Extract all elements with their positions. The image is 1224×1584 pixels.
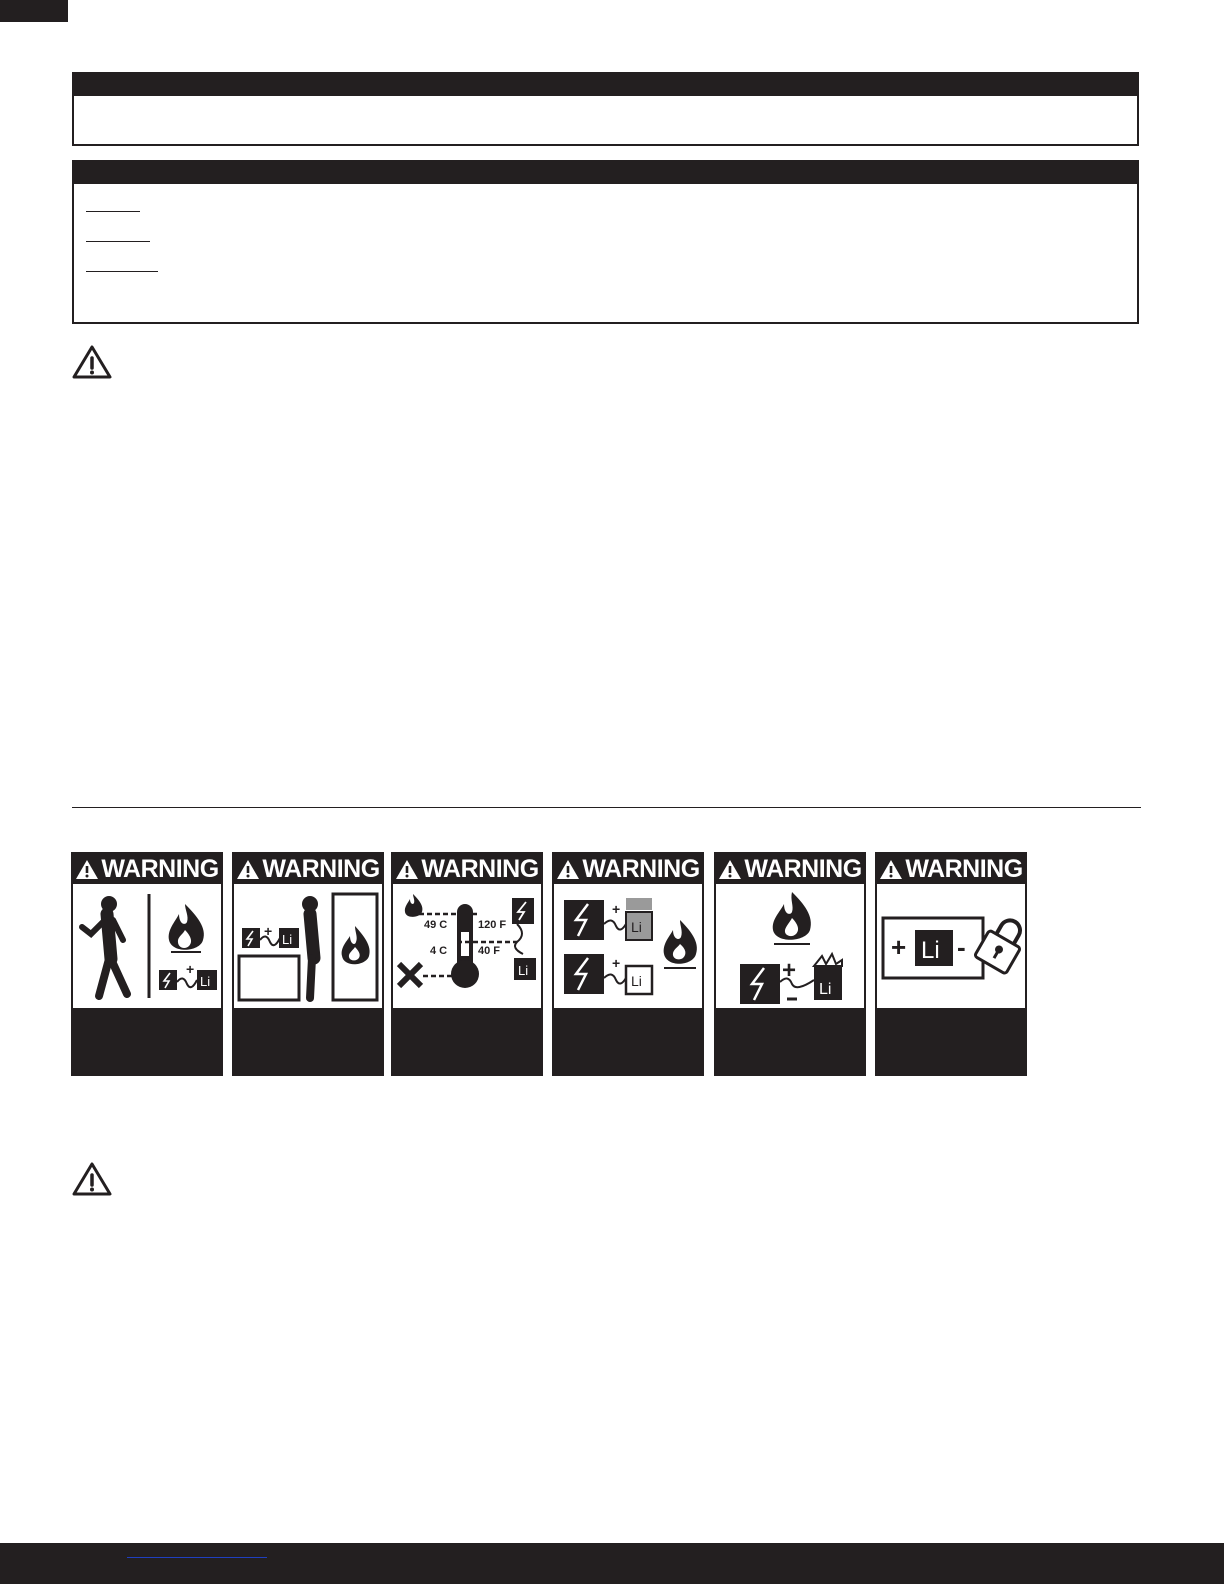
warning-label-heading: WARNING [234,854,382,884]
svg-text:Li: Li [518,963,529,978]
warning-triangle-icon [718,859,742,880]
warning-label-5 [714,852,866,1076]
warning-triangle-icon [395,859,419,880]
warning-labels-row [71,852,1031,1080]
warning-triangle-icon [556,859,580,880]
footer-link[interactable] [127,1557,267,1558]
notice-box-header [74,74,1137,96]
warning-label-heading: WARNING [393,854,541,884]
pictogram-temperature-range [393,884,541,1008]
svg-text:49 C: 49 C [424,919,448,931]
svg-text:40 F: 40 F [478,945,501,957]
battery-charging-glyph [242,923,299,948]
svg-text:-: - [957,932,966,962]
alert-triangle-icon [72,1162,112,1196]
flame-icon [773,892,811,944]
svg-text:Li: Li [631,919,642,935]
svg-text:Li: Li [200,974,211,989]
lightning-icon [512,898,534,924]
warning-label-4 [552,852,704,1076]
svg-text:Li: Li [819,981,832,998]
svg-text:+: + [612,901,621,917]
warning-triangle-icon [75,859,99,880]
term-underline-1 [86,211,140,212]
pictogram-battery-lock [877,884,1025,1008]
lightning-icon [740,964,780,1004]
notice-box [72,72,1139,146]
svg-text:Li: Li [282,932,293,947]
warning-label-1 [71,852,223,1076]
section-divider [72,807,1141,808]
flame-icon [664,920,697,968]
warning-label-heading: WARNING [73,854,221,884]
footer-bar [0,1543,1224,1584]
svg-text:+: + [264,923,273,939]
warning-label-heading: WARNING [554,854,702,884]
pictogram-punctured-battery [716,884,864,1008]
svg-text:Li: Li [631,973,642,989]
alert-triangle-icon [72,345,112,379]
warning-label-2 [232,852,384,1076]
svg-text:+: + [782,957,797,984]
svg-text:Li: Li [921,937,940,964]
warning-triangle-icon [879,859,903,880]
warning-triangle-icon [236,859,260,880]
battery-charging-glyph [159,961,217,990]
flame-icon [342,926,370,964]
term-underline-3 [86,271,158,272]
warning-label-heading: WARNING [716,854,864,884]
person-icon [82,896,127,996]
flame-icon [169,904,204,952]
svg-text:120 F: 120 F [478,919,507,931]
svg-text:+: + [612,955,621,971]
svg-text:+: + [891,932,907,962]
lightning-icon [564,900,604,994]
warning-label-6 [875,852,1027,1076]
corner-tab [0,0,68,22]
meaning-box-header [74,162,1137,184]
warning-label-3 [391,852,543,1076]
pictogram-nonflammable-surface [234,884,382,1008]
pictogram-person-away [73,884,221,1008]
svg-text:4 C: 4 C [430,945,448,957]
svg-text:+: + [186,961,195,977]
pictogram-damaged-battery [554,884,702,1008]
meaning-box [72,160,1139,324]
warning-label-heading: WARNING [877,854,1025,884]
person-icon [302,896,318,998]
term-underline-2 [86,241,150,242]
